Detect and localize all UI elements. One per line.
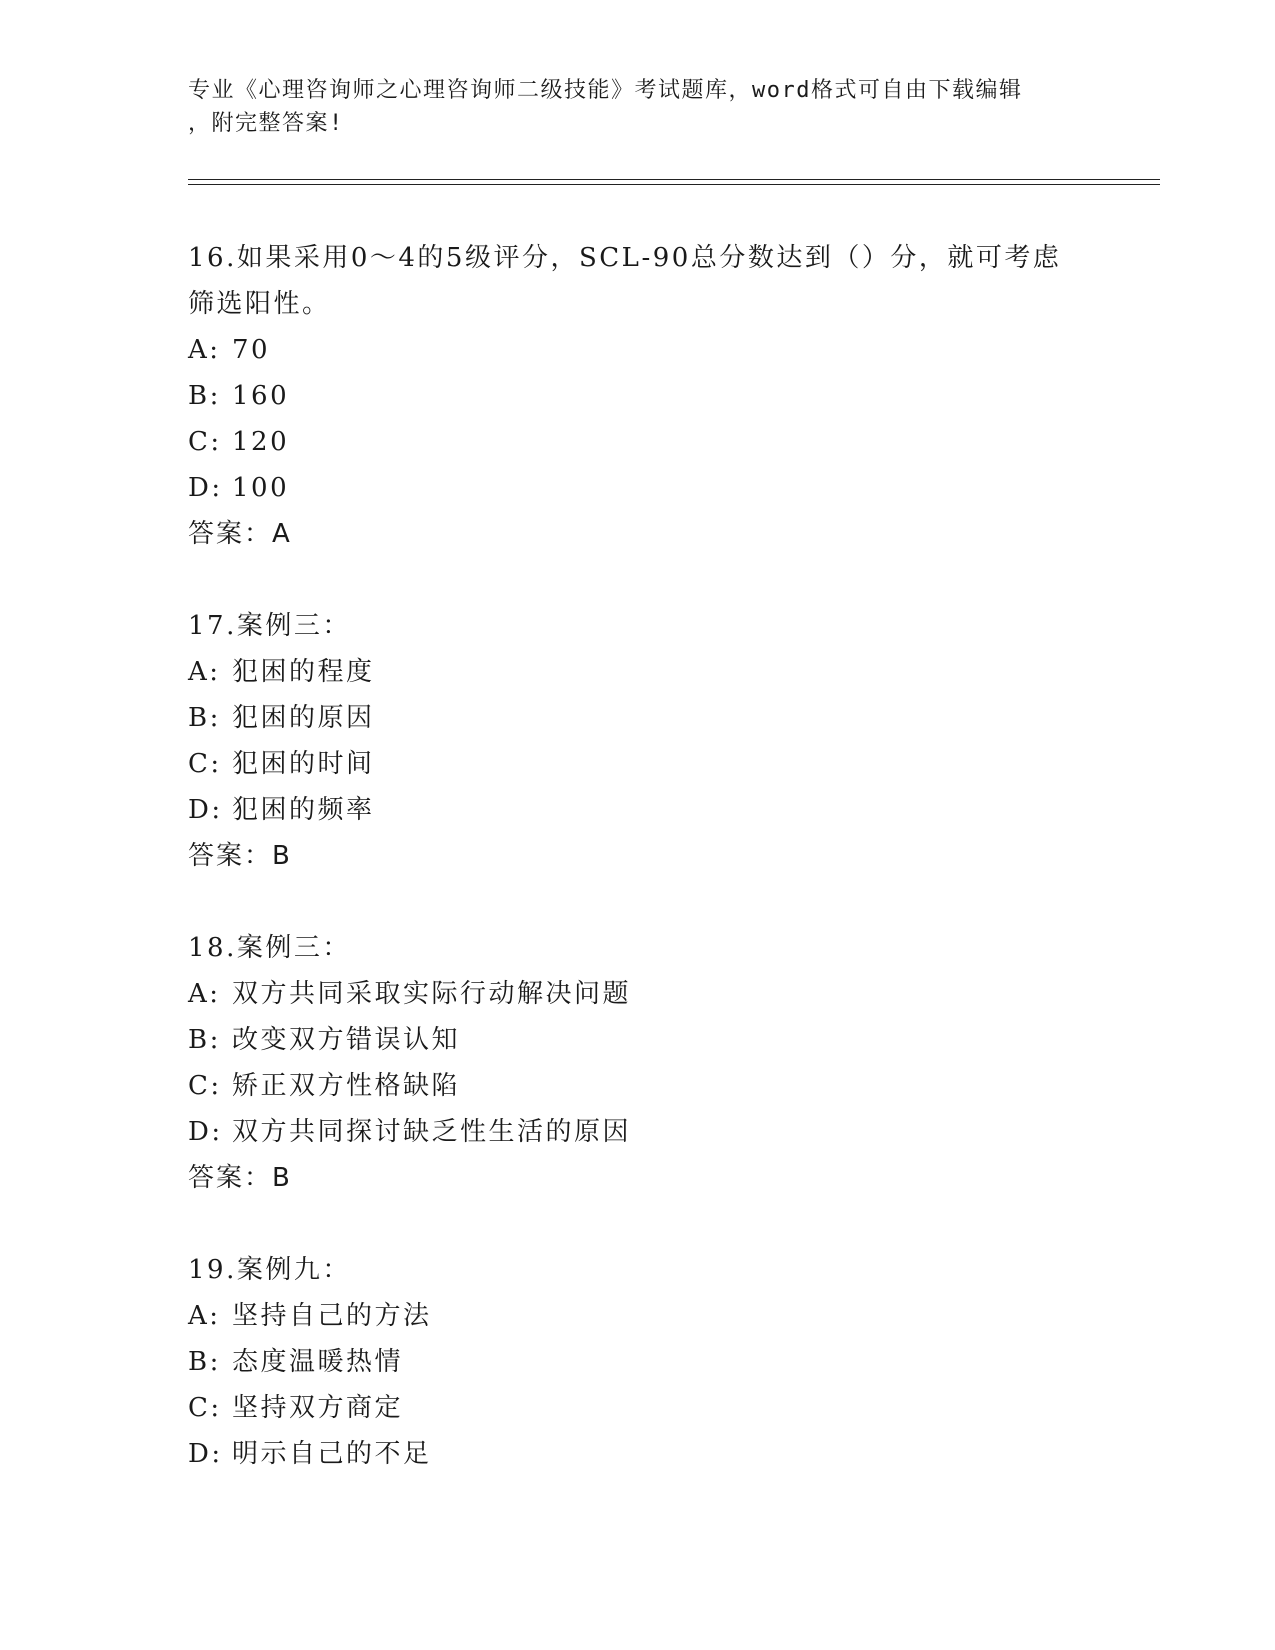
answer-line: 答案：B bbox=[188, 841, 292, 871]
option-text: 160 bbox=[232, 381, 290, 411]
option-letter: B: bbox=[188, 381, 221, 411]
option-letter: B: bbox=[188, 1347, 221, 1377]
option-text: 100 bbox=[232, 473, 290, 503]
option-text: 明示自己的不足 bbox=[232, 1439, 432, 1469]
option-letter: C: bbox=[188, 1071, 222, 1101]
option-d bbox=[188, 1109, 1088, 1155]
question-16 bbox=[188, 235, 1088, 557]
option-letter: A: bbox=[188, 979, 221, 1009]
option-letter: D: bbox=[188, 1117, 223, 1147]
option-a bbox=[188, 971, 1088, 1017]
option-letter: C: bbox=[188, 1393, 222, 1423]
header-divider-top bbox=[188, 179, 1160, 180]
option-a bbox=[188, 1293, 1088, 1339]
option-letter: D: bbox=[188, 1439, 223, 1469]
option-text: 矫正双方性格缺陷 bbox=[232, 1071, 461, 1101]
option-text: 双方共同采取实际行动解决问题 bbox=[232, 979, 632, 1009]
option-letter: B: bbox=[188, 1025, 221, 1055]
option-letter: D: bbox=[188, 473, 223, 503]
answer-line: 答案：A bbox=[188, 519, 292, 549]
option-b bbox=[188, 695, 1088, 741]
option-text: 坚持双方商定 bbox=[232, 1393, 404, 1423]
option-text: 坚持自己的方法 bbox=[232, 1301, 432, 1331]
option-text: 态度温暖热情 bbox=[232, 1347, 404, 1377]
question-17 bbox=[188, 603, 1088, 879]
option-text: 犯困的原因 bbox=[232, 703, 375, 733]
question-stem: 16.如果采用0～4的5级评分，SCL-90总分数达到（）分，就可考虑 bbox=[188, 243, 1062, 273]
option-c bbox=[188, 741, 1088, 787]
question-stem-continued: 筛选阳性。 bbox=[188, 289, 331, 319]
question-19 bbox=[188, 1247, 1088, 1477]
option-d bbox=[188, 1431, 1088, 1477]
option-letter: C: bbox=[188, 427, 222, 457]
option-text: 改变双方错误认知 bbox=[232, 1025, 461, 1055]
option-letter: A: bbox=[188, 657, 221, 687]
option-d bbox=[188, 465, 1088, 511]
option-letter: A: bbox=[188, 335, 221, 365]
question-18 bbox=[188, 925, 1088, 1201]
option-letter: A: bbox=[188, 1301, 221, 1331]
header-divider-bottom bbox=[188, 184, 1160, 185]
question-stem: 17.案例三： bbox=[188, 611, 351, 641]
option-c bbox=[188, 419, 1088, 465]
option-b bbox=[188, 1339, 1088, 1385]
option-a bbox=[188, 327, 1088, 373]
option-text: 70 bbox=[232, 335, 271, 365]
option-letter: C: bbox=[188, 749, 222, 779]
option-d bbox=[188, 787, 1088, 833]
question-list bbox=[188, 235, 1088, 1523]
option-text: 120 bbox=[232, 427, 290, 457]
option-letter: D: bbox=[188, 795, 223, 825]
answer-line: 答案：B bbox=[188, 1163, 292, 1193]
option-c bbox=[188, 1385, 1088, 1431]
header-line-1: 专业《心理咨询师之心理咨询师二级技能》考试题库，word格式可自由下载编辑 bbox=[188, 78, 1023, 103]
option-text: 犯困的程度 bbox=[232, 657, 375, 687]
header-line-2: ，附完整答案! bbox=[188, 111, 344, 136]
document-header bbox=[188, 74, 1088, 140]
option-text: 双方共同探讨缺乏性生活的原因 bbox=[232, 1117, 632, 1147]
option-a bbox=[188, 649, 1088, 695]
option-b bbox=[188, 1017, 1088, 1063]
option-text: 犯困的时间 bbox=[232, 749, 375, 779]
option-b bbox=[188, 373, 1088, 419]
option-c bbox=[188, 1063, 1088, 1109]
option-letter: B: bbox=[188, 703, 221, 733]
option-text: 犯困的频率 bbox=[232, 795, 375, 825]
question-stem: 19.案例九： bbox=[188, 1255, 351, 1285]
question-stem: 18.案例三： bbox=[188, 933, 351, 963]
